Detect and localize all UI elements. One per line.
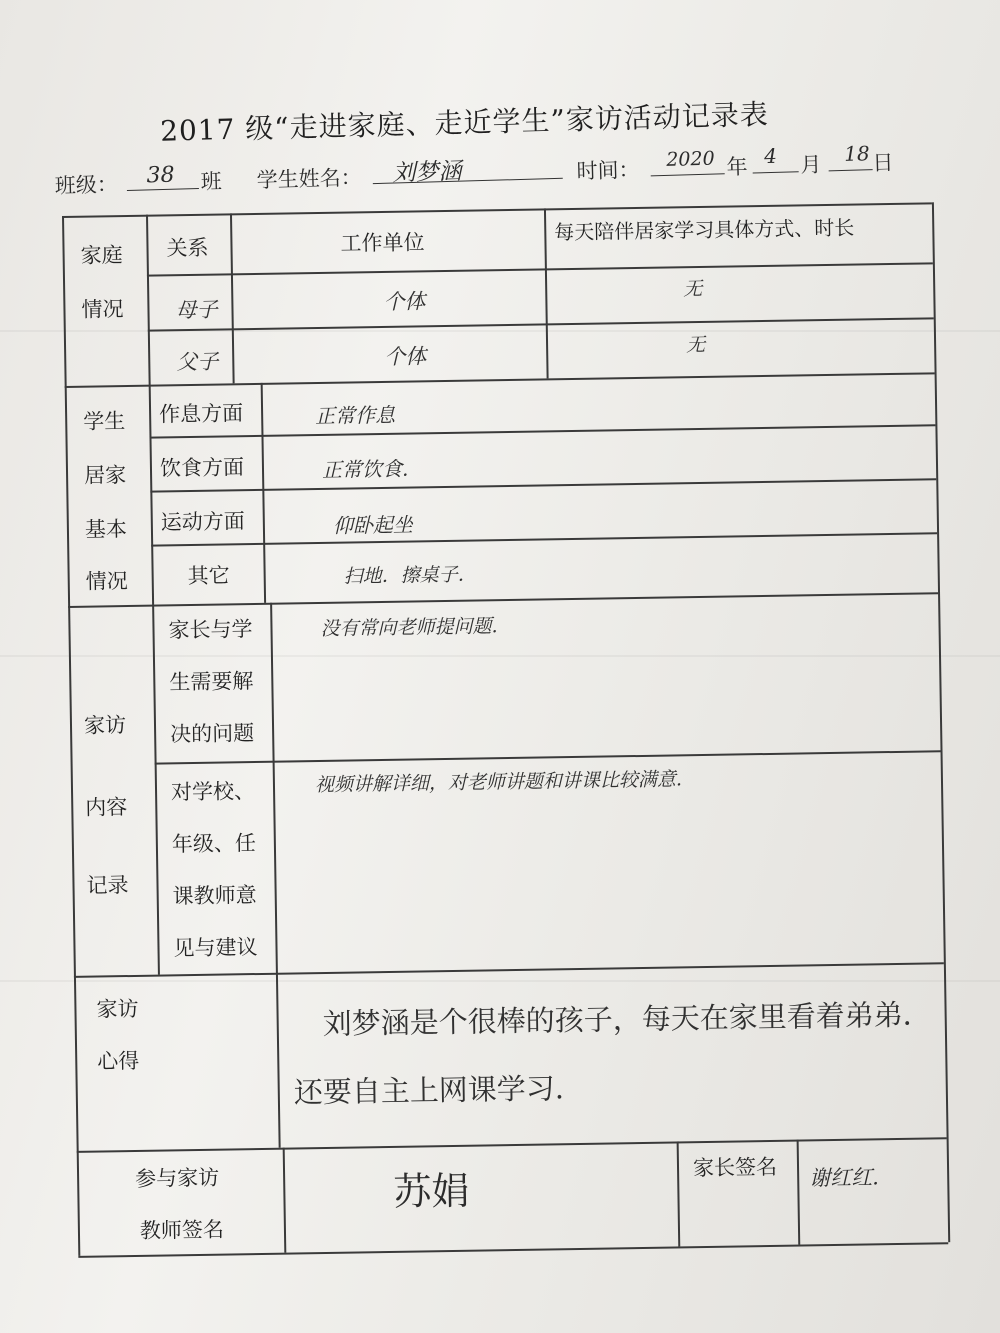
month-value: 4: [763, 143, 778, 169]
reflection-label: 家访: [96, 996, 139, 1022]
home-section-label: 基本: [84, 517, 128, 542]
student-name-value: 刘梦涵: [392, 158, 462, 187]
teacher-sign-label: 教师签名: [139, 1217, 225, 1243]
employer-value: 个体: [384, 344, 427, 369]
advice-label: 对学校、: [170, 779, 256, 805]
divider: [152, 605, 159, 975]
divider: [270, 603, 280, 1148]
divider: [151, 532, 937, 546]
method-header: 每天陪伴居家学习具体方式、时长: [554, 215, 855, 245]
home-row-label: 运动方面: [160, 509, 246, 535]
divider: [77, 1137, 947, 1152]
method-value: 无: [685, 333, 706, 357]
divider: [230, 213, 234, 383]
home-row-value: 正常作息: [314, 402, 396, 429]
time-label: 时间：: [576, 157, 640, 184]
home-section-label: 居家: [83, 463, 127, 488]
record-table: [62, 202, 948, 1256]
family-section-label: 情况: [81, 297, 124, 322]
employer-value: 个体: [383, 289, 426, 314]
divider: [677, 1141, 680, 1246]
class-label: 班级：: [54, 172, 119, 198]
home-row-label: 饮食方面: [159, 455, 245, 481]
home-row-label: 其它: [187, 563, 230, 589]
divider: [544, 208, 548, 378]
name-label: 学生姓名：: [256, 165, 362, 193]
advice-value: 视频讲解详细，对老师讲题和讲课比较满意.: [314, 768, 683, 797]
day-value: 18: [843, 141, 870, 166]
page-title: 2017 级“走进家庭、走近学生”家访活动记录表: [159, 97, 770, 148]
problems-label: 生需要解: [169, 669, 254, 695]
table-border-left: [62, 216, 80, 1256]
parent-signature: 谢红红.: [809, 1165, 880, 1191]
divider: [146, 215, 154, 605]
day-suffix: 日: [872, 150, 894, 176]
problems-label: 家长与学: [168, 617, 253, 643]
home-row-value: 仰卧起坐: [332, 512, 414, 538]
year-suffix: 年: [726, 154, 748, 180]
month-suffix: 月: [800, 152, 822, 178]
divider: [147, 262, 933, 276]
visit-section-label: 内容: [85, 795, 128, 820]
problems-label: 决的问题: [169, 721, 255, 747]
method-value: 无: [683, 277, 703, 301]
reflection-line-2: 还要自主上网课学习.: [293, 1071, 565, 1110]
reflection-line-1: 刘梦涵是个很棒的孩子，每天在家里看着弟弟．: [322, 997, 932, 1042]
problems-value: 没有常向老师提问题.: [320, 615, 498, 640]
divider: [283, 1148, 286, 1253]
home-row-value: 正常饮食.: [321, 456, 409, 482]
divider: [797, 1140, 800, 1245]
home-section-label: 情况: [85, 569, 128, 594]
home-row-value: 扫地．擦桌子．: [343, 563, 477, 588]
table-border-right: [932, 202, 950, 1242]
teacher-sign-label: 参与家访: [134, 1165, 220, 1191]
home-section-label: 学生: [83, 409, 126, 434]
parent-sign-label: 家长签名: [692, 1154, 778, 1181]
divider: [68, 592, 938, 607]
reflection-label: 心得: [97, 1048, 140, 1074]
class-suffix: 班: [200, 169, 223, 194]
divider: [149, 424, 935, 438]
advice-label: 见与建议: [173, 935, 258, 961]
year-value: 2020: [665, 147, 715, 171]
advice-label: 课教师意: [172, 883, 257, 909]
divider: [74, 962, 944, 977]
family-section-label: 家庭: [80, 243, 123, 268]
divider: [150, 478, 936, 492]
relation-header: 关系: [166, 235, 209, 261]
relation-value: 父子: [176, 349, 219, 375]
relation-value: 母子: [175, 297, 218, 323]
divider: [261, 383, 266, 603]
visit-section-label: 记录: [86, 873, 129, 898]
visit-section-label: 家访: [83, 713, 127, 738]
employer-header: 工作单位: [340, 230, 425, 256]
home-row-label: 作息方面: [158, 401, 244, 427]
table-border-bottom: [78, 1242, 948, 1257]
divider: [148, 317, 934, 331]
class-value: 38: [146, 162, 175, 189]
advice-label: 年级、任: [171, 831, 257, 857]
teacher-signature: 苏娟: [393, 1168, 470, 1214]
